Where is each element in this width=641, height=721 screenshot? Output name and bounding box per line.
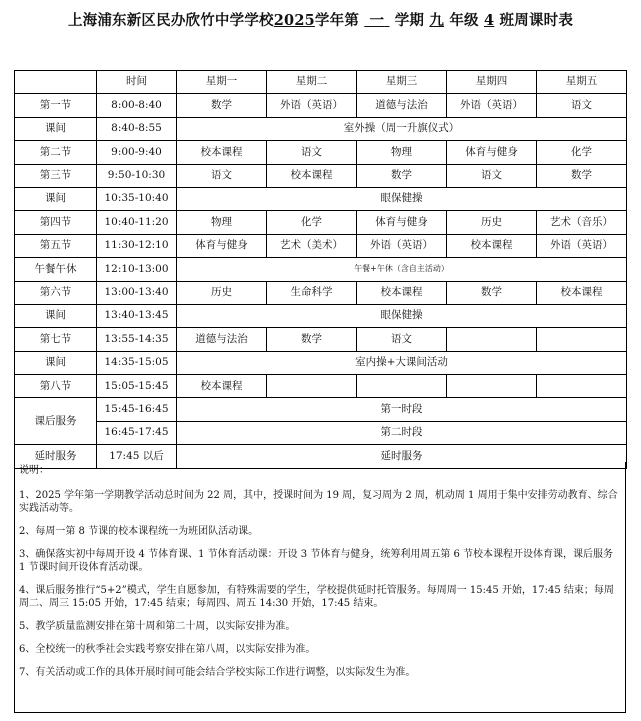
subject-cell: 物理 — [357, 141, 447, 164]
table-row — [15, 94, 627, 117]
period-label: 第二节 — [15, 141, 97, 164]
table-row — [15, 187, 627, 210]
table-row — [15, 141, 627, 164]
subject-cell: 语文 — [267, 141, 357, 164]
period-time: 10:40-11:20 — [97, 211, 177, 234]
subject-cell — [267, 375, 357, 398]
note-item: 6、全校统一的秋季社会实践考察安排在第八周，以实际安排为准。 — [19, 643, 316, 655]
header-cell-wednesday: 星期三 — [357, 71, 447, 94]
period-label: 第八节 — [15, 375, 97, 398]
table-row — [15, 398, 627, 421]
subject-cell: 数学 — [357, 164, 447, 187]
period-time: 8:00-8:40 — [97, 94, 177, 117]
period-time: 11:30-12:10 — [97, 234, 177, 257]
subject-cell: 外语（英语） — [357, 234, 447, 257]
table-row — [15, 328, 627, 351]
activity-cell: 眼保健操 — [177, 187, 627, 210]
table-row — [15, 258, 627, 281]
period-label: 课间 — [15, 351, 97, 374]
period-time: 9:00-9:40 — [97, 141, 177, 164]
period-time: 13:40-13:45 — [97, 304, 177, 327]
table-header-row — [15, 71, 627, 94]
title-text-2: 学期 — [394, 12, 425, 29]
notes-section — [14, 462, 626, 713]
header-cell-friday: 星期五 — [537, 71, 627, 94]
period-time: 15:05-15:45 — [97, 375, 177, 398]
subject-cell: 校本课程 — [177, 375, 267, 398]
title-text-3: 年级 — [449, 12, 479, 29]
subject-cell: 外语（英语） — [537, 234, 627, 257]
subject-cell: 语文 — [537, 94, 627, 117]
subject-cell: 体育与健身 — [177, 234, 267, 257]
period-time: 10:35-10:40 — [97, 187, 177, 210]
table-row — [15, 421, 627, 444]
note-item: 7、有关活动或工作的具体开展时间可能会结合学校实际工作进行调整，以实际发生为准。 — [19, 666, 416, 678]
header-cell-monday: 星期一 — [177, 71, 267, 94]
subject-cell: 物理 — [177, 211, 267, 234]
period-time: 9:50-10:30 — [97, 164, 177, 187]
period-label: 午餐午休 — [15, 258, 97, 281]
subject-cell: 历史 — [177, 281, 267, 304]
period-time: 12:10-13:00 — [97, 258, 177, 281]
header-cell-thursday: 星期四 — [447, 71, 537, 94]
subject-cell: 外语（英语） — [447, 94, 537, 117]
note-item: 1、2025 学年第一学期教学活动总时间为 22 周，其中，授课时间为 19 周，复习周为 2 周，机动周 1 周用于集中安排劳动教育、综合实践活动等。 — [19, 489, 618, 514]
activity-cell: 第二时段 — [177, 421, 627, 444]
subject-cell: 体育与健身 — [447, 141, 537, 164]
activity-cell: 午餐+午休（含自主活动） — [177, 258, 627, 281]
subject-cell — [447, 328, 537, 351]
period-time: 16:45-17:45 — [97, 421, 177, 444]
activity-cell: 眼保健操 — [177, 304, 627, 327]
subject-cell: 数学 — [177, 94, 267, 117]
subject-cell: 化学 — [267, 211, 357, 234]
period-label: 课间 — [15, 304, 97, 327]
subject-cell: 艺术（音乐） — [537, 211, 627, 234]
page-title — [0, 9, 641, 30]
subject-cell: 校本课程 — [177, 141, 267, 164]
note-item: 2、每周一第 8 节课的校本课程统一为班团队活动课。 — [19, 525, 259, 537]
period-label: 第六节 — [15, 281, 97, 304]
period-label: 延时服务 — [15, 445, 97, 468]
subject-cell: 数学 — [537, 164, 627, 187]
subject-cell: 生命科学 — [267, 281, 357, 304]
header-cell — [15, 71, 97, 94]
grade-value: 九 — [429, 12, 445, 29]
subject-cell: 语文 — [447, 164, 537, 187]
table-row — [15, 351, 627, 374]
period-label: 第五节 — [15, 234, 97, 257]
activity-cell: 第一时段 — [177, 398, 627, 421]
note-item: 5、教学质量监测安排在第十周和第二十周，以实际安排为准。 — [19, 621, 296, 633]
subject-cell: 语文 — [357, 328, 447, 351]
subject-cell: 数学 — [267, 328, 357, 351]
period-time: 13:00-13:40 — [97, 281, 177, 304]
title-text-1: 学年第 — [314, 12, 360, 29]
note-item: 3、确保落实初中每周开设 4 节体育课、1 节体育活动课：开设 3 节体育与健身，统筹利用周五第 6 节校本课程开设体育课，课后服务 1 节课时间开设体育活动课。 — [19, 548, 614, 574]
school-name: 上海浦东新区民办欣竹中学学校 — [67, 12, 274, 29]
table-row — [15, 234, 627, 257]
period-label: 第一节 — [15, 94, 97, 117]
subject-cell: 体育与健身 — [357, 211, 447, 234]
subject-cell: 语文 — [177, 164, 267, 187]
subject-cell: 校本课程 — [537, 281, 627, 304]
header-cell-time: 时间 — [97, 71, 177, 94]
subject-cell — [447, 375, 537, 398]
notes-heading: 说明： — [19, 465, 49, 476]
period-time: 15:45-16:45 — [97, 398, 177, 421]
activity-cell: 延时服务 — [177, 445, 627, 468]
subject-cell: 道德与法治 — [177, 328, 267, 351]
subject-cell: 校本课程 — [447, 234, 537, 257]
table-row — [15, 211, 627, 234]
period-label: 课间 — [15, 117, 97, 140]
class-value: 4 — [484, 12, 495, 29]
header-cell-tuesday: 星期二 — [267, 71, 357, 94]
period-label: 第七节 — [15, 328, 97, 351]
table-row — [15, 304, 627, 327]
period-time: 14:35-15:05 — [97, 351, 177, 374]
table-row — [15, 164, 627, 187]
period-label: 第三节 — [15, 164, 97, 187]
subject-cell: 校本课程 — [267, 164, 357, 187]
period-label: 课间 — [15, 187, 97, 210]
subject-cell: 校本课程 — [357, 281, 447, 304]
year-value: 2025 — [273, 12, 315, 29]
timetable — [14, 70, 627, 469]
term-value: 一 — [369, 12, 385, 29]
title-text-4: 班周课时表 — [499, 12, 574, 29]
note-item: 4、课后服务推行“5+2”模式，学生自愿参加，有特殊需要的学生，学校提供延时托管服务。每周周一 15:45 开始，17:45 结束；每周周二、周三 15:05 开始，17:45 结束；每周四、周五 14:30 开始，17:45 结束。 — [19, 584, 614, 610]
subject-cell — [537, 328, 627, 351]
activity-cell: 室外操（周一升旗仪式） — [177, 117, 627, 140]
subject-cell: 数学 — [447, 281, 537, 304]
subject-cell: 艺术（美术） — [267, 234, 357, 257]
subject-cell: 道德与法治 — [357, 94, 447, 117]
subject-cell: 外语（英语） — [267, 94, 357, 117]
period-label: 课后服务 — [15, 398, 97, 445]
period-time: 8:40-8:55 — [97, 117, 177, 140]
subject-cell — [537, 375, 627, 398]
table-row — [15, 117, 627, 140]
subject-cell: 历史 — [447, 211, 537, 234]
table-row — [15, 281, 627, 304]
period-time: 13:55-14:35 — [97, 328, 177, 351]
subject-cell — [357, 375, 447, 398]
period-label: 第四节 — [15, 211, 97, 234]
period-time: 17:45 以后 — [97, 445, 177, 468]
activity-cell: 室内操+大课间活动 — [177, 351, 627, 374]
table-row — [15, 375, 627, 398]
subject-cell: 化学 — [537, 141, 627, 164]
